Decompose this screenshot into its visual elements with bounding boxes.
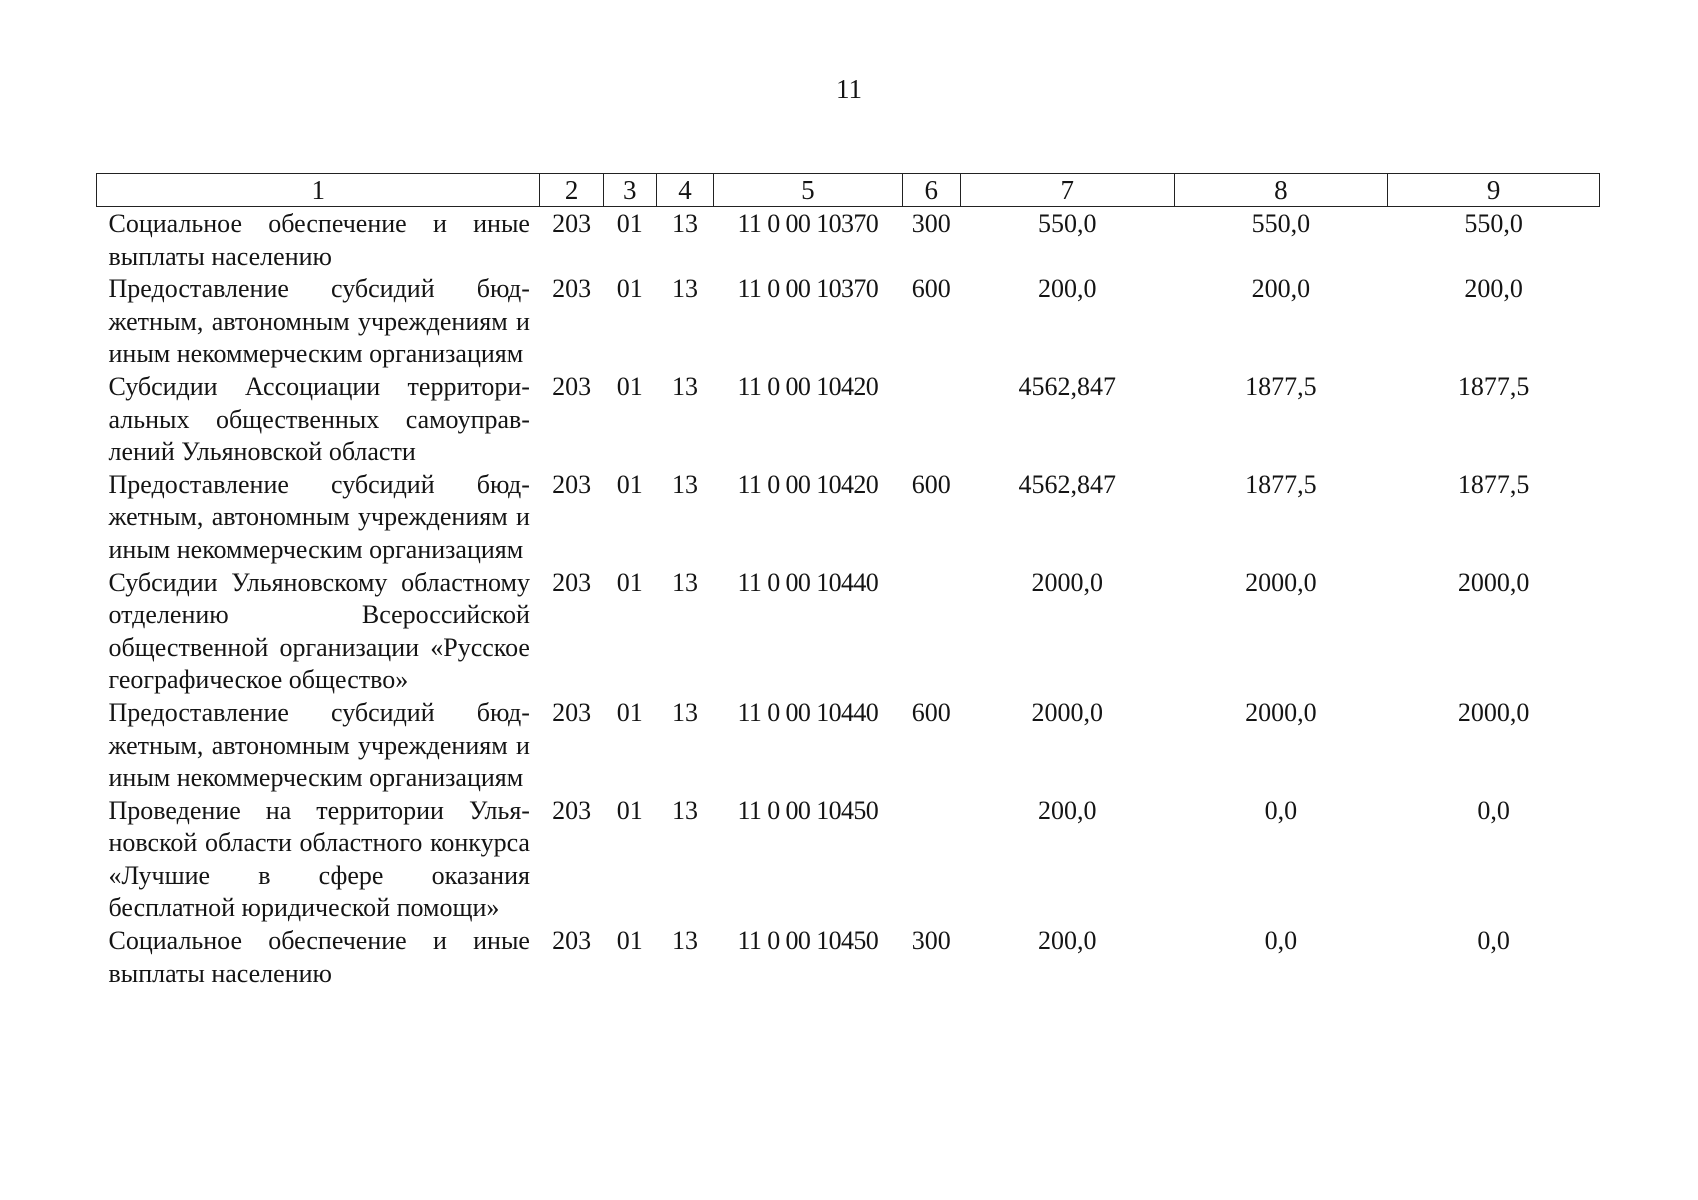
- amount-cell: 550,0: [1251, 209, 1311, 238]
- table-row: [97, 795, 1600, 925]
- section-code-cell: 01: [616, 209, 643, 238]
- amount-cell: 0,0: [1477, 795, 1510, 825]
- item-name-cell: Проведение на территории Ульяновской области областного конкурса «Лучшие в сфере оказания бесплатной юридической помощи»: [108, 795, 530, 923]
- subsection-code-cell: 13: [671, 371, 698, 401]
- page-number: 11: [836, 74, 862, 104]
- ministry-code-cell: 203: [552, 209, 592, 238]
- ministry-code-cell: 203: [552, 469, 592, 499]
- subsection-code-cell: 13: [671, 795, 698, 825]
- amount-cell: 2000,0: [1457, 567, 1530, 597]
- column-header: 3: [603, 174, 656, 207]
- section-code-cell: 01: [616, 926, 643, 956]
- amount-cell: 2000,0: [1245, 567, 1317, 597]
- expense-type-cell: [902, 567, 960, 697]
- amount-cell: 200,0: [1251, 274, 1311, 304]
- section-code-cell: 01: [616, 469, 643, 499]
- target-article-cell: 11 0 00 10450: [737, 795, 879, 825]
- ministry-code-cell: 203: [552, 926, 592, 956]
- subsection-code-cell: 13: [671, 567, 698, 597]
- item-name-cell: Предоставление субсидий бюджетным, автономным учреждениям и иным некоммерческим организациям: [108, 274, 530, 369]
- subsection-code-cell: 13: [671, 926, 698, 956]
- column-header: 6: [902, 174, 960, 207]
- expense-type-cell: 300: [911, 926, 951, 956]
- amount-cell: 550,0: [1037, 209, 1097, 238]
- expense-type-cell: 600: [911, 274, 951, 304]
- amount-cell: 200,0: [1037, 926, 1097, 956]
- item-name-cell: Субсидии Ульяновскому областному отделению Всероссийской общественной организации «Русское географическое общество»: [108, 567, 530, 695]
- column-header: 1: [97, 174, 540, 207]
- table-row: [97, 371, 1600, 469]
- column-header: 5: [714, 174, 903, 207]
- section-code-cell: 01: [616, 274, 643, 304]
- amount-cell: 1877,5: [1457, 371, 1530, 401]
- table-header-row: [97, 174, 1600, 207]
- table-row: [97, 925, 1600, 990]
- section-code-cell: 01: [616, 795, 643, 825]
- amount-cell: 1877,5: [1245, 371, 1317, 401]
- amount-cell: 2000,0: [1457, 697, 1530, 727]
- table-row: [97, 567, 1600, 697]
- target-article-cell: 11 0 00 10450: [737, 926, 879, 956]
- ministry-code-cell: 203: [552, 371, 592, 401]
- subsection-code-cell: 13: [671, 697, 698, 727]
- budget-table: [96, 173, 1600, 990]
- table-row: [97, 697, 1600, 795]
- target-article-cell: 11 0 00 10370: [737, 274, 879, 304]
- amount-cell: 200,0: [1037, 795, 1097, 825]
- expense-type-cell: [902, 371, 960, 469]
- amount-cell: 1877,5: [1457, 469, 1530, 499]
- section-code-cell: 01: [616, 697, 643, 727]
- item-name-cell: Социальное обеспечение и иные выплаты населению: [108, 209, 530, 271]
- target-article-cell: 11 0 00 10440: [737, 567, 879, 597]
- subsection-code-cell: 13: [671, 469, 698, 499]
- amount-cell: 0,0: [1477, 926, 1510, 956]
- column-header: 8: [1174, 174, 1388, 207]
- column-header: 4: [656, 174, 713, 207]
- expense-type-cell: 600: [911, 469, 951, 499]
- table-row: [97, 207, 1600, 274]
- ministry-code-cell: 203: [552, 697, 592, 727]
- target-article-cell: 11 0 00 10420: [737, 469, 879, 499]
- amount-cell: 2000,0: [1245, 697, 1317, 727]
- ministry-code-cell: 203: [552, 274, 592, 304]
- target-article-cell: 11 0 00 10420: [737, 371, 879, 401]
- subsection-code-cell: 13: [671, 274, 698, 304]
- amount-cell: 1877,5: [1245, 469, 1317, 499]
- expense-type-cell: [902, 795, 960, 925]
- subsection-code-cell: 13: [671, 209, 698, 238]
- amount-cell: 0,0: [1264, 926, 1298, 956]
- column-header: 2: [540, 174, 603, 207]
- column-header: 9: [1388, 174, 1600, 207]
- amount-cell: 0,0: [1264, 795, 1298, 825]
- item-name-cell: Предоставление субсидий бюджетным, автономным учреждениям и иным некоммерческим организациям: [108, 697, 530, 793]
- amount-cell: 4562,847: [1018, 469, 1116, 499]
- table-row: [97, 469, 1600, 567]
- amount-cell: 200,0: [1464, 274, 1523, 304]
- amount-cell: 550,0: [1464, 209, 1523, 238]
- section-code-cell: 01: [616, 371, 643, 401]
- target-article-cell: 11 0 00 10370: [737, 209, 879, 238]
- table-row: [97, 273, 1600, 371]
- amount-cell: 4562,847: [1018, 371, 1116, 401]
- expense-type-cell: 600: [911, 697, 951, 727]
- target-article-cell: 11 0 00 10440: [737, 697, 879, 727]
- amount-cell: 2000,0: [1031, 697, 1103, 727]
- ministry-code-cell: 203: [552, 567, 592, 597]
- item-name-cell: Предоставление субсидий бюджетным, автономным учреждениям и иным некоммерческим организациям: [108, 469, 530, 564]
- item-name-cell: Социальное обеспечение и иные выплаты населению: [108, 926, 530, 988]
- section-code-cell: 01: [616, 567, 643, 597]
- amount-cell: 200,0: [1037, 274, 1097, 304]
- expense-type-cell: 300: [911, 209, 951, 238]
- ministry-code-cell: 203: [552, 795, 592, 825]
- column-header: 7: [960, 174, 1174, 207]
- amount-cell: 2000,0: [1031, 567, 1103, 597]
- item-name-cell: Субсидии Ассоциации территориальных общественных самоуправлений Ульяновской области: [108, 371, 530, 467]
